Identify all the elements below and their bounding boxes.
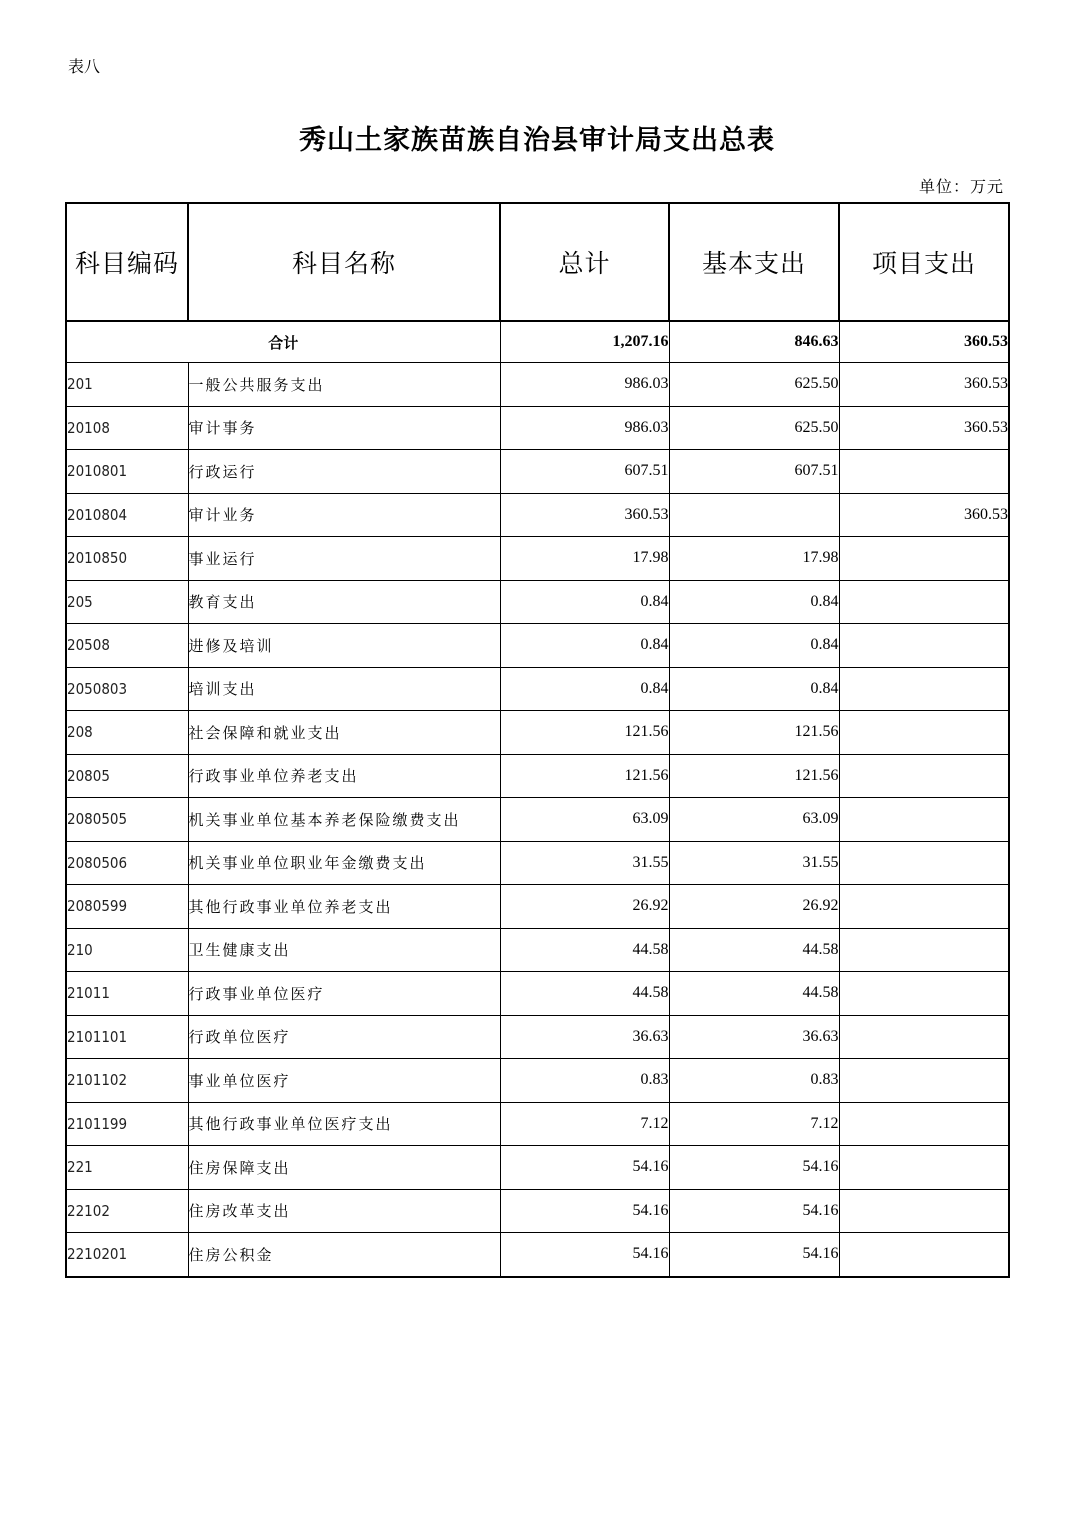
row-code: 21011 [66, 972, 188, 1016]
row-code: 2080506 [66, 841, 188, 885]
row-total: 26.92 [500, 885, 669, 929]
row-code: 2080505 [66, 798, 188, 842]
row-total: 54.16 [500, 1233, 669, 1277]
table-row [66, 624, 1009, 668]
table-row [66, 1233, 1009, 1277]
row-total: 0.84 [500, 624, 669, 668]
total-row [66, 321, 1009, 363]
row-project [839, 1189, 1009, 1233]
row-name: 行政事业单位医疗 [188, 972, 500, 1016]
table-row [66, 798, 1009, 842]
row-project [839, 1015, 1009, 1059]
row-name: 行政运行 [188, 450, 500, 494]
row-project [839, 1059, 1009, 1103]
row-basic [669, 493, 839, 537]
row-code: 20805 [66, 754, 188, 798]
row-total: 36.63 [500, 1015, 669, 1059]
total-basic: 846.63 [669, 321, 839, 363]
row-total: 360.53 [500, 493, 669, 537]
row-name: 卫生健康支出 [188, 928, 500, 972]
row-code: 22102 [66, 1189, 188, 1233]
header-project: 项目支出 [839, 203, 1009, 321]
header-name: 科目名称 [188, 203, 500, 321]
row-project [839, 580, 1009, 624]
row-project: 360.53 [839, 363, 1009, 407]
row-project [839, 450, 1009, 494]
row-name: 其他行政事业单位养老支出 [188, 885, 500, 929]
table-row [66, 363, 1009, 407]
table-row [66, 493, 1009, 537]
row-basic: 26.92 [669, 885, 839, 929]
row-total: 121.56 [500, 754, 669, 798]
row-basic: 54.16 [669, 1233, 839, 1277]
row-code: 221 [66, 1146, 188, 1190]
table-row [66, 450, 1009, 494]
row-total: 121.56 [500, 711, 669, 755]
table-row [66, 1102, 1009, 1146]
row-name: 教育支出 [188, 580, 500, 624]
row-code: 205 [66, 580, 188, 624]
row-name: 审计业务 [188, 493, 500, 537]
row-code: 2010850 [66, 537, 188, 581]
row-total: 31.55 [500, 841, 669, 885]
header-code: 科目编码 [66, 203, 188, 321]
row-name: 行政单位医疗 [188, 1015, 500, 1059]
row-total: 17.98 [500, 537, 669, 581]
row-code: 210 [66, 928, 188, 972]
row-code: 2050803 [66, 667, 188, 711]
row-basic: 31.55 [669, 841, 839, 885]
row-total: 986.03 [500, 363, 669, 407]
table-row [66, 667, 1009, 711]
row-total: 63.09 [500, 798, 669, 842]
row-code: 2210201 [66, 1233, 188, 1277]
table-row [66, 928, 1009, 972]
table-row [66, 1015, 1009, 1059]
row-name: 培训支出 [188, 667, 500, 711]
table-row [66, 972, 1009, 1016]
row-code: 2101102 [66, 1059, 188, 1103]
row-total: 986.03 [500, 406, 669, 450]
table-row [66, 1189, 1009, 1233]
row-name: 住房改革支出 [188, 1189, 500, 1233]
row-project [839, 798, 1009, 842]
table-row [66, 754, 1009, 798]
row-code: 208 [66, 711, 188, 755]
unit-label: 单位：万元 [918, 177, 1004, 196]
row-basic: 54.16 [669, 1189, 839, 1233]
table-row [66, 1146, 1009, 1190]
row-name: 进修及培训 [188, 624, 500, 668]
row-name: 审计事务 [188, 406, 500, 450]
row-code: 2101101 [66, 1015, 188, 1059]
row-basic: 44.58 [669, 928, 839, 972]
table-row [66, 580, 1009, 624]
total-label: 合计 [66, 321, 500, 363]
row-code: 20108 [66, 406, 188, 450]
row-code: 2010801 [66, 450, 188, 494]
row-total: 0.83 [500, 1059, 669, 1103]
row-basic: 607.51 [669, 450, 839, 494]
row-basic: 0.84 [669, 667, 839, 711]
table-row [66, 406, 1009, 450]
row-project [839, 711, 1009, 755]
row-project [839, 972, 1009, 1016]
table-row [66, 885, 1009, 929]
row-name: 其他行政事业单位医疗支出 [188, 1102, 500, 1146]
row-project [839, 928, 1009, 972]
row-project [839, 667, 1009, 711]
expense-table [65, 202, 1010, 1278]
row-basic: 54.16 [669, 1146, 839, 1190]
row-total: 54.16 [500, 1189, 669, 1233]
row-basic: 625.50 [669, 406, 839, 450]
total-project: 360.53 [839, 321, 1009, 363]
row-total: 0.84 [500, 580, 669, 624]
row-basic: 121.56 [669, 711, 839, 755]
row-basic: 17.98 [669, 537, 839, 581]
row-code: 2101199 [66, 1102, 188, 1146]
row-basic: 7.12 [669, 1102, 839, 1146]
header-total: 总计 [500, 203, 669, 321]
table-label: 表八 [68, 57, 101, 76]
table-row [66, 1059, 1009, 1103]
row-total: 607.51 [500, 450, 669, 494]
row-code: 2010804 [66, 493, 188, 537]
table-row [66, 711, 1009, 755]
row-basic: 36.63 [669, 1015, 839, 1059]
row-project [839, 537, 1009, 581]
row-name: 社会保障和就业支出 [188, 711, 500, 755]
row-name: 事业单位医疗 [188, 1059, 500, 1103]
row-project: 360.53 [839, 406, 1009, 450]
header-basic: 基本支出 [669, 203, 839, 321]
row-name: 住房保障支出 [188, 1146, 500, 1190]
row-name: 住房公积金 [188, 1233, 500, 1277]
row-basic: 63.09 [669, 798, 839, 842]
row-total: 44.58 [500, 928, 669, 972]
row-name: 一般公共服务支出 [188, 363, 500, 407]
row-name: 机关事业单位职业年金缴费支出 [188, 841, 500, 885]
row-project [839, 754, 1009, 798]
row-code: 2080599 [66, 885, 188, 929]
table-row [66, 841, 1009, 885]
row-project [839, 841, 1009, 885]
row-total: 54.16 [500, 1146, 669, 1190]
row-basic: 0.84 [669, 624, 839, 668]
row-project [839, 1233, 1009, 1277]
row-basic: 44.58 [669, 972, 839, 1016]
row-project [839, 1102, 1009, 1146]
table-row [66, 537, 1009, 581]
row-basic: 0.83 [669, 1059, 839, 1103]
row-project: 360.53 [839, 493, 1009, 537]
row-project [839, 885, 1009, 929]
row-name: 机关事业单位基本养老保险缴费支出 [188, 798, 500, 842]
header-row [66, 203, 1009, 321]
row-basic: 0.84 [669, 580, 839, 624]
row-name: 行政事业单位养老支出 [188, 754, 500, 798]
row-name: 事业运行 [188, 537, 500, 581]
row-total: 7.12 [500, 1102, 669, 1146]
row-total: 0.84 [500, 667, 669, 711]
row-basic: 121.56 [669, 754, 839, 798]
row-code: 201 [66, 363, 188, 407]
row-code: 20508 [66, 624, 188, 668]
total-total: 1,207.16 [500, 321, 669, 363]
row-project [839, 1146, 1009, 1190]
row-project [839, 624, 1009, 668]
row-basic: 625.50 [669, 363, 839, 407]
row-total: 44.58 [500, 972, 669, 1016]
page-title: 秀山土家族苗族自治县审计局支出总表 [299, 125, 775, 156]
